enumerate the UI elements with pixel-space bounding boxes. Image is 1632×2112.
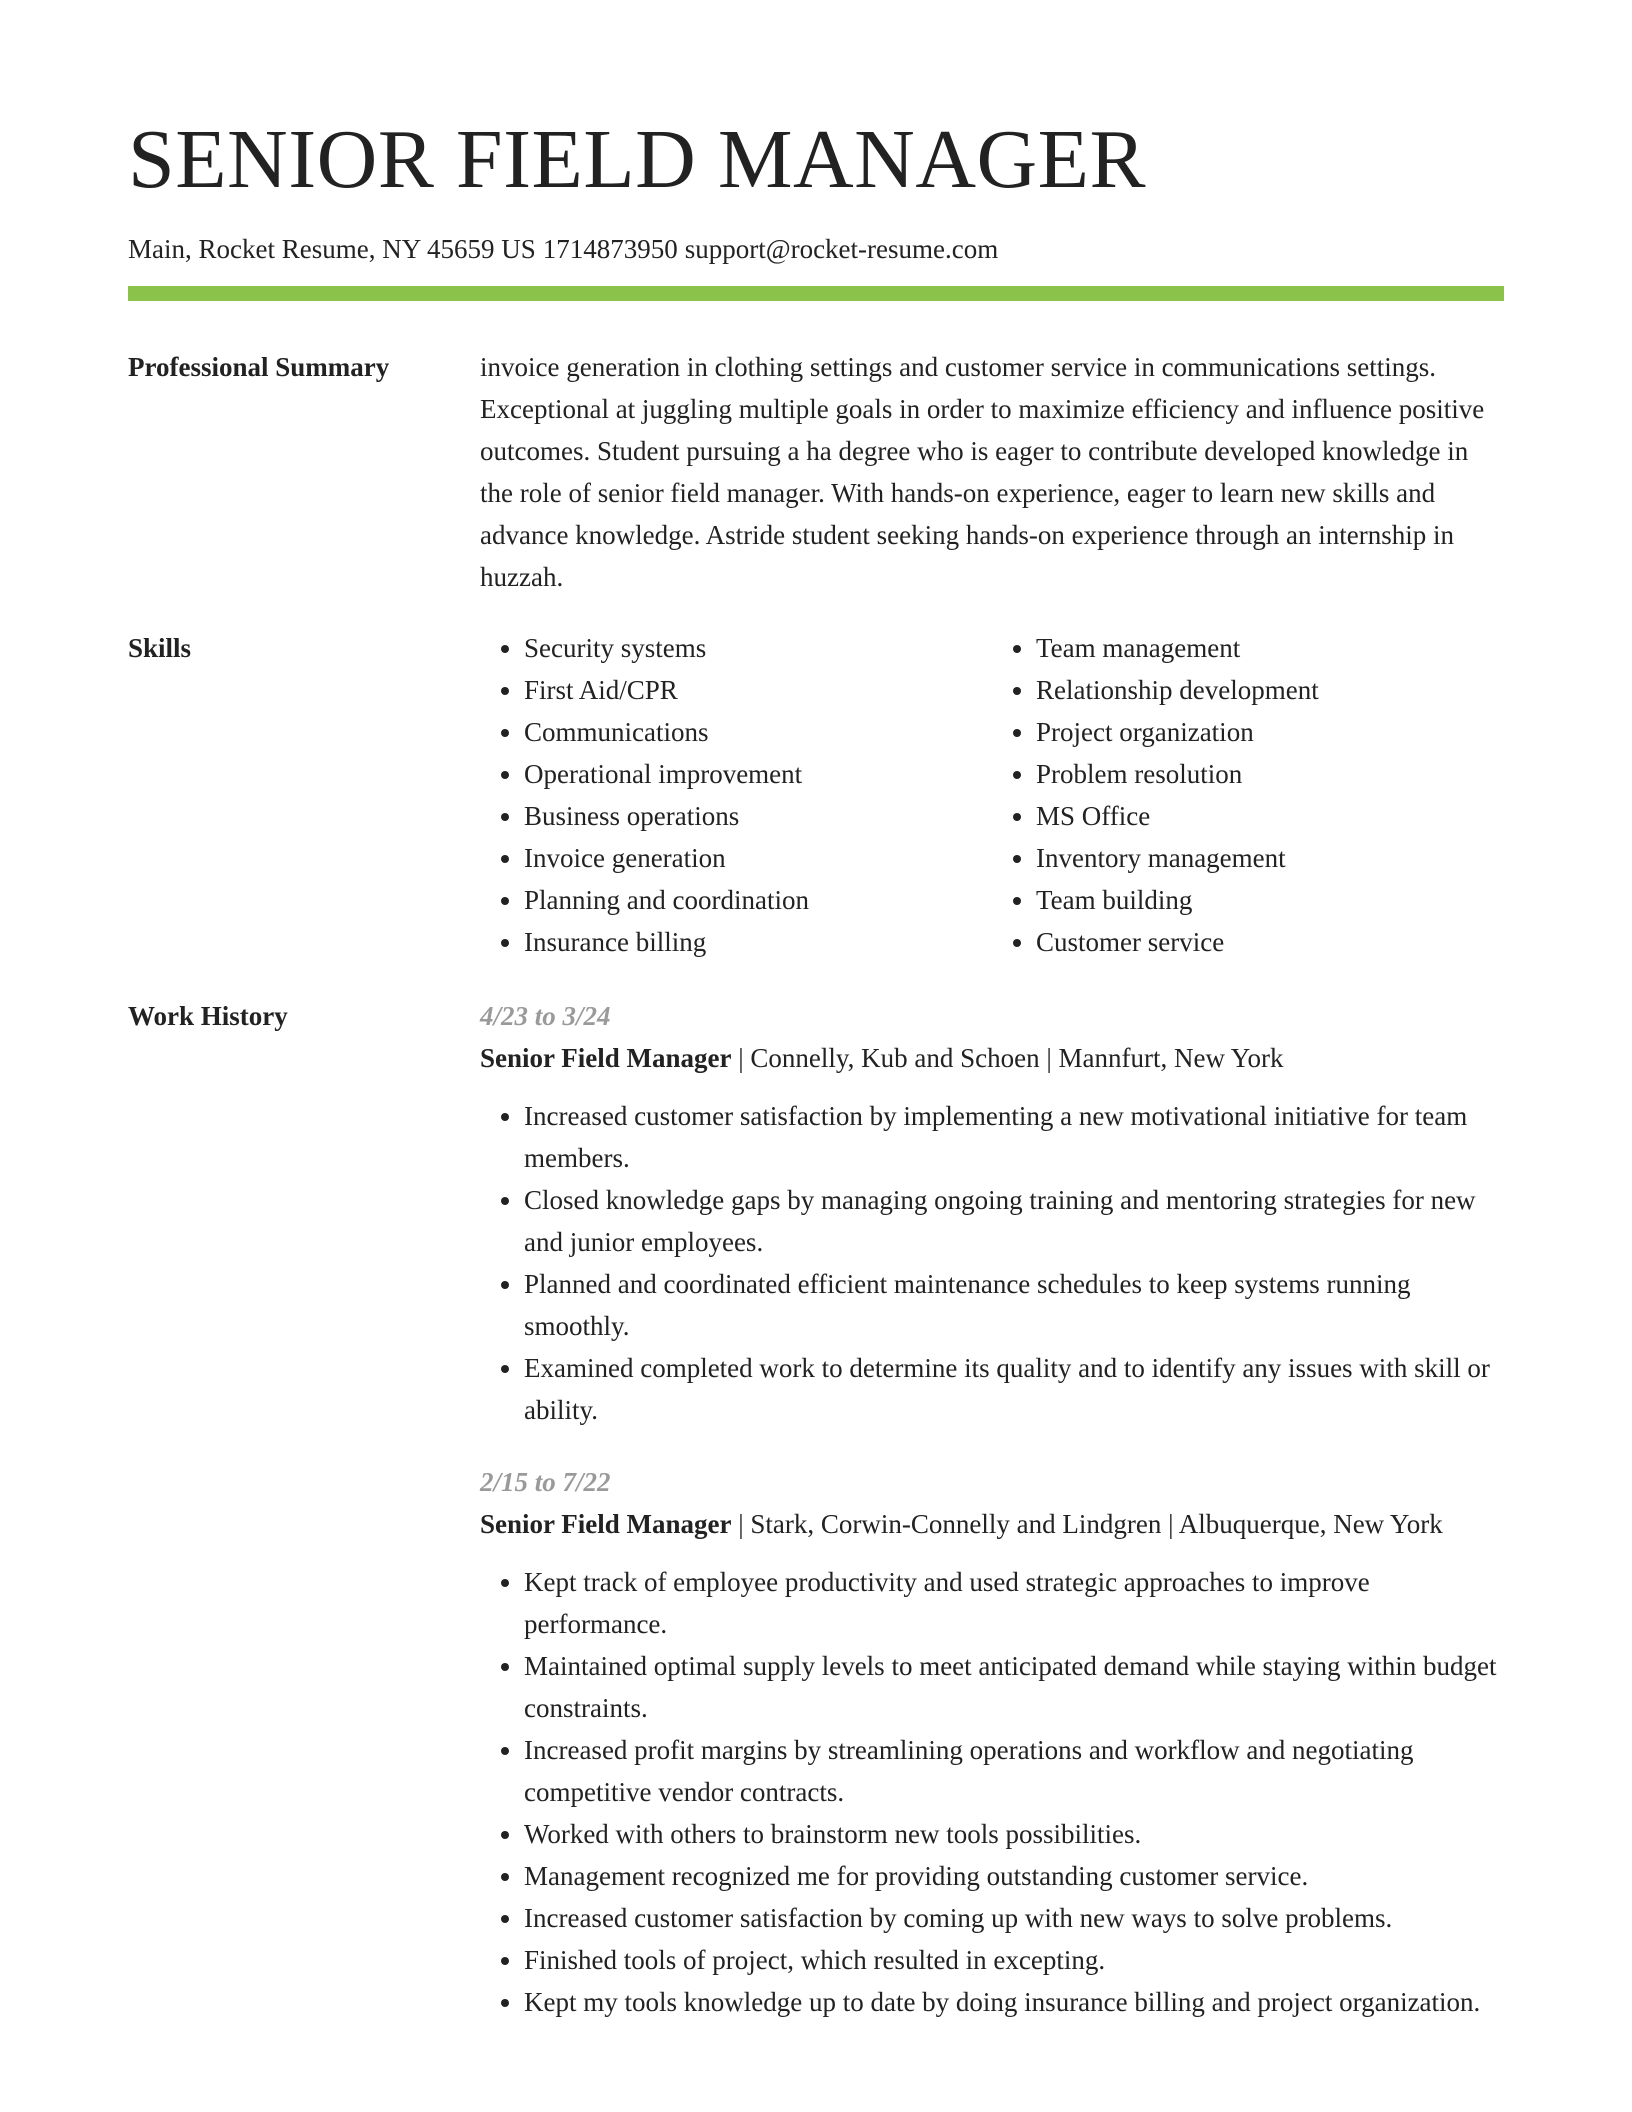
- summary-body: [480, 346, 1504, 598]
- skill-item: • First Aid/CPR: [524, 669, 992, 711]
- skills-list-right: [992, 627, 1504, 963]
- skill-item: • Team management: [1036, 627, 1504, 669]
- job-company-location: | Connelly, Kub and Schoen | Mannfurt, New York: [731, 1043, 1284, 1073]
- skill-item: • MS Office: [1036, 795, 1504, 837]
- contact-phone: 1714873950: [542, 234, 678, 264]
- skill-item: • Relationship development: [1036, 669, 1504, 711]
- job-bullet: • Kept track of employee productivity and used strategic approaches to improve performance.: [524, 1561, 1504, 1645]
- summary-text: invoice generation in clothing settings and customer service in communications settings. Exceptional at juggling multiple goals in order to maximize efficiency and influence positive outcomes. Student pursuing a ha degree who is eager to contribute developed knowledge in the role of senior field manager. With hands-on experience, eager to learn new skills and advance knowledge. Astride student seeking hands-on experience through an internship in huzzah.: [480, 352, 1485, 592]
- job-bullet: • Closed knowledge gaps by managing ongoing training and mentoring strategies for new and junior employees.: [524, 1179, 1504, 1263]
- skills-list-left: [480, 627, 992, 963]
- skill-item: • Communications: [524, 711, 992, 753]
- skill-item: • Inventory management: [1036, 837, 1504, 879]
- job-bullet: • Increased customer satisfaction by implementing a new motivational initiative for team members.: [524, 1095, 1504, 1179]
- job-title: Senior Field Manager: [480, 1043, 732, 1073]
- job-title: Senior Field Manager: [480, 1509, 732, 1539]
- job-dates: 2/15 to 7/22: [480, 1467, 611, 1497]
- job-bullets: [480, 1561, 1504, 2023]
- skill-item: • Operational improvement: [524, 753, 992, 795]
- skill-item: • Invoice generation: [524, 837, 992, 879]
- job-bullet: • Worked with others to brainstorm new tools possibilities.: [524, 1813, 1504, 1855]
- job-bullet: • Finished tools of project, which resulted in excepting.: [524, 1939, 1504, 1981]
- job-bullet: • Increased customer satisfaction by coming up with new ways to solve problems.: [524, 1897, 1504, 1939]
- summary-heading: Professional Summary: [128, 352, 390, 382]
- contact-line: [128, 233, 1005, 265]
- job-bullet: • Examined completed work to determine its quality and to identify any issues with skill or ability.: [524, 1347, 1504, 1431]
- resume-name: SENIOR FIELD MANAGER: [128, 113, 1146, 206]
- contact-address: Main, Rocket Resume, NY 45659 US: [128, 234, 536, 264]
- skills-heading: Skills: [128, 633, 192, 663]
- contact-email: support@rocket-resume.com: [684, 234, 999, 264]
- job-title-line: [480, 1037, 1504, 1079]
- job-bullet: • Kept my tools knowledge up to date by doing insurance billing and project organization.: [524, 1981, 1504, 2023]
- work-history-heading: Work History: [128, 1001, 288, 1031]
- job-dates: 4/23 to 3/24: [480, 1001, 611, 1031]
- skill-item: • Planning and coordination: [524, 879, 992, 921]
- job-bullet: • Planned and coordinated efficient maintenance schedules to keep systems running smoothly.: [524, 1263, 1504, 1347]
- job-title-line: [480, 1503, 1504, 1545]
- job-bullet: • Increased profit margins by streamlining operations and workflow and negotiating competitive vendor contracts.: [524, 1729, 1504, 1813]
- job-company-location: | Stark, Corwin-Connelly and Lindgren | Albuquerque, New York: [731, 1509, 1443, 1539]
- job-bullets: [480, 1095, 1504, 1431]
- skill-item: • Team building: [1036, 879, 1504, 921]
- header-divider: [128, 286, 1504, 301]
- skill-item: • Insurance billing: [524, 921, 992, 963]
- skills-columns: [480, 627, 1504, 963]
- job-entry: [480, 995, 1504, 1431]
- skill-item: • Customer service: [1036, 921, 1504, 963]
- job-bullet: • Management recognized me for providing outstanding customer service.: [524, 1855, 1504, 1897]
- skill-item: • Problem resolution: [1036, 753, 1504, 795]
- skill-item: • Business operations: [524, 795, 992, 837]
- job-entry: [480, 1461, 1504, 2023]
- job-bullet: • Maintained optimal supply levels to meet anticipated demand while staying within budget constraints.: [524, 1645, 1504, 1729]
- skill-item: • Project organization: [1036, 711, 1504, 753]
- work-history-body: [480, 995, 1504, 2053]
- skills-body: [480, 627, 1504, 963]
- skill-item: • Security systems: [524, 627, 992, 669]
